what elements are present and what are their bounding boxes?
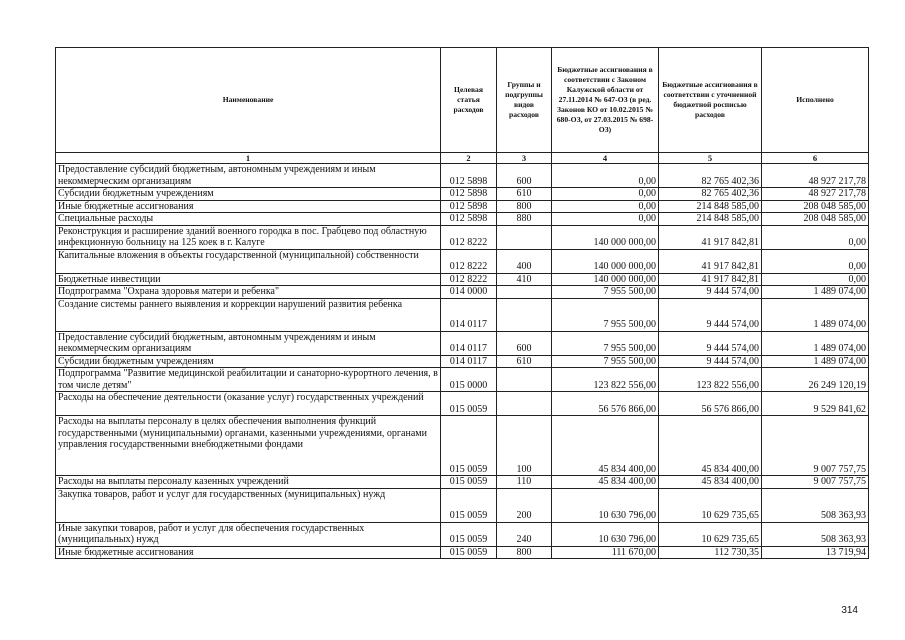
row-done-amount: 208 048 585,00	[762, 200, 869, 213]
row-target: 015 0059	[441, 488, 497, 522]
row-done-amount: 208 048 585,00	[762, 213, 869, 226]
row-refined-amount: 9 444 574,00	[659, 286, 762, 299]
row-group: 400	[497, 249, 552, 273]
row-refined-amount: 56 576 866,00	[659, 392, 762, 416]
row-target: 014 0117	[441, 355, 497, 368]
row-done-amount: 0,00	[762, 273, 869, 286]
row-target: 015 0059	[441, 416, 497, 476]
row-law-amount: 10 630 796,00	[552, 488, 659, 522]
row-refined-amount: 123 822 556,00	[659, 368, 762, 392]
table-row	[56, 546, 869, 559]
row-target: 015 0059	[441, 476, 497, 489]
row-target: 012 5898	[441, 164, 497, 188]
row-law-amount: 0,00	[552, 200, 659, 213]
table-row	[56, 298, 869, 331]
page-number: 314	[841, 605, 858, 616]
column-number: 1	[56, 153, 441, 164]
header-target: Целевая статья расходов	[441, 48, 497, 153]
row-name: Иные бюджетные ассигнования	[56, 200, 441, 213]
table-row	[56, 392, 869, 416]
row-refined-amount: 41 917 842,81	[659, 249, 762, 273]
row-law-amount: 7 955 500,00	[552, 355, 659, 368]
table-row	[56, 286, 869, 299]
row-refined-amount: 9 444 574,00	[659, 298, 762, 331]
row-law-amount: 7 955 500,00	[552, 286, 659, 299]
column-number: 5	[659, 153, 762, 164]
row-refined-amount: 9 444 574,00	[659, 331, 762, 355]
header-law: Бюджетные ассигнования в соответствии с Законом Калужской области от 27.11.2014 № 647-ОЗ (в ред. Законов КО от 10.02.2015 № 680-ОЗ, от 27.03.2015 № 698-ОЗ)	[552, 48, 659, 153]
row-group	[497, 298, 552, 331]
row-name: Иные бюджетные ассигнования	[56, 546, 441, 559]
row-name: Субсидии бюджетным учреждениям	[56, 188, 441, 201]
row-name: Создание системы раннего выявления и коррекции нарушений развития ребенка	[56, 298, 441, 331]
row-refined-amount: 41 917 842,81	[659, 273, 762, 286]
row-target: 015 0059	[441, 546, 497, 559]
table-row	[56, 249, 869, 273]
header-refined: Бюджетные ассигнования в соответствии с уточненной бюджетной росписью расходов	[659, 48, 762, 153]
row-refined-amount: 214 848 585,00	[659, 213, 762, 226]
row-refined-amount: 9 444 574,00	[659, 355, 762, 368]
budget-table	[55, 47, 869, 559]
row-done-amount: 508 363,93	[762, 488, 869, 522]
row-group	[497, 225, 552, 249]
row-law-amount: 111 670,00	[552, 546, 659, 559]
row-name: Иные закупки товаров, работ и услуг для обеспечения государственных (муниципальных) нужд	[56, 522, 441, 546]
table-row	[56, 368, 869, 392]
row-group: 600	[497, 331, 552, 355]
row-refined-amount: 10 629 735,65	[659, 522, 762, 546]
row-group: 800	[497, 546, 552, 559]
row-group: 610	[497, 355, 552, 368]
row-law-amount: 0,00	[552, 213, 659, 226]
row-refined-amount: 10 629 735,65	[659, 488, 762, 522]
row-name: Специальные расходы	[56, 213, 441, 226]
row-done-amount: 9 007 757,75	[762, 416, 869, 476]
row-target: 012 5898	[441, 200, 497, 213]
row-law-amount: 56 576 866,00	[552, 392, 659, 416]
row-law-amount: 10 630 796,00	[552, 522, 659, 546]
row-group: 800	[497, 200, 552, 213]
row-law-amount: 7 955 500,00	[552, 298, 659, 331]
row-law-amount: 140 000 000,00	[552, 225, 659, 249]
row-group: 110	[497, 476, 552, 489]
row-done-amount: 48 927 217,78	[762, 188, 869, 201]
row-group: 410	[497, 273, 552, 286]
row-target: 012 5898	[441, 188, 497, 201]
table-row	[56, 213, 869, 226]
row-done-amount: 1 489 074,00	[762, 331, 869, 355]
row-target: 014 0000	[441, 286, 497, 299]
row-target: 014 0117	[441, 298, 497, 331]
column-number: 3	[497, 153, 552, 164]
row-done-amount: 1 489 074,00	[762, 286, 869, 299]
table-row	[56, 164, 869, 188]
row-name: Реконструкция и расширение зданий военного городка в пос. Грабцево под областную инфекционную больницу на 125 коек в г. Калуге	[56, 225, 441, 249]
table-row	[56, 188, 869, 201]
table-row	[56, 488, 869, 522]
table-header-row	[56, 48, 869, 153]
row-law-amount: 140 000 000,00	[552, 273, 659, 286]
row-name: Подпрограмма "Развитие медицинской реабилитации и санаторно-курортного лечения, в том числе детям"	[56, 368, 441, 392]
table-row	[56, 476, 869, 489]
row-target: 012 8222	[441, 249, 497, 273]
row-group: 100	[497, 416, 552, 476]
row-name: Расходы на выплаты персоналу в целях обеспечения выполнения функций государственными (муниципальными) органами, казенными учреждениями, органами управления государственными внебюджетными фондами	[56, 416, 441, 476]
table-body	[56, 164, 869, 559]
row-group	[497, 286, 552, 299]
row-name: Расходы на обеспечение деятельности (оказание услуг) государственных учреждений	[56, 392, 441, 416]
table-row	[56, 416, 869, 476]
row-done-amount: 1 489 074,00	[762, 355, 869, 368]
row-refined-amount: 82 765 402,36	[659, 188, 762, 201]
row-name: Капитальные вложения в объекты государственной (муниципальной) собственности	[56, 249, 441, 273]
row-done-amount: 0,00	[762, 225, 869, 249]
column-number-row	[56, 153, 869, 164]
column-number: 6	[762, 153, 869, 164]
table-row	[56, 273, 869, 286]
row-done-amount: 13 719,94	[762, 546, 869, 559]
row-target: 012 5898	[441, 213, 497, 226]
row-refined-amount: 41 917 842,81	[659, 225, 762, 249]
row-done-amount: 48 927 217,78	[762, 164, 869, 188]
row-target: 015 0059	[441, 522, 497, 546]
row-done-amount: 9 529 841,62	[762, 392, 869, 416]
row-group: 610	[497, 188, 552, 201]
row-done-amount: 0,00	[762, 249, 869, 273]
row-target: 015 0059	[441, 392, 497, 416]
row-refined-amount: 82 765 402,36	[659, 164, 762, 188]
row-name: Расходы на выплаты персоналу казенных учреждений	[56, 476, 441, 489]
table-row	[56, 355, 869, 368]
column-number: 4	[552, 153, 659, 164]
table-row	[56, 331, 869, 355]
row-name: Подпрограмма "Охрана здоровья матери и ребенка"	[56, 286, 441, 299]
row-target: 015 0000	[441, 368, 497, 392]
row-target: 012 8222	[441, 273, 497, 286]
header-done: Исполнено	[762, 48, 869, 153]
table-row	[56, 522, 869, 546]
table-row	[56, 200, 869, 213]
row-name: Закупка товаров, работ и услуг для государственных (муниципальных) нужд	[56, 488, 441, 522]
row-refined-amount: 45 834 400,00	[659, 416, 762, 476]
row-law-amount: 140 000 000,00	[552, 249, 659, 273]
header-name: Наименование	[56, 48, 441, 153]
row-law-amount: 45 834 400,00	[552, 416, 659, 476]
row-name: Бюджетные инвестиции	[56, 273, 441, 286]
row-done-amount: 508 363,93	[762, 522, 869, 546]
row-law-amount: 0,00	[552, 164, 659, 188]
row-group: 600	[497, 164, 552, 188]
row-name: Субсидии бюджетным учреждениям	[56, 355, 441, 368]
row-name: Предоставление субсидий бюджетным, автономным учреждениям и иным некоммерческим организациям	[56, 164, 441, 188]
row-refined-amount: 214 848 585,00	[659, 200, 762, 213]
row-refined-amount: 112 730,35	[659, 546, 762, 559]
row-law-amount: 7 955 500,00	[552, 331, 659, 355]
header-group: Группы и подгруппы видов расходов	[497, 48, 552, 153]
row-done-amount: 9 007 757,75	[762, 476, 869, 489]
table-row	[56, 225, 869, 249]
row-group: 240	[497, 522, 552, 546]
row-law-amount: 123 822 556,00	[552, 368, 659, 392]
row-target: 014 0117	[441, 331, 497, 355]
row-group: 200	[497, 488, 552, 522]
column-number: 2	[441, 153, 497, 164]
row-done-amount: 26 249 120,19	[762, 368, 869, 392]
row-refined-amount: 45 834 400,00	[659, 476, 762, 489]
row-group	[497, 368, 552, 392]
row-law-amount: 0,00	[552, 188, 659, 201]
row-done-amount: 1 489 074,00	[762, 298, 869, 331]
row-group: 880	[497, 213, 552, 226]
row-target: 012 8222	[441, 225, 497, 249]
row-name: Предоставление субсидий бюджетным, автономным учреждениям и иным некоммерческим организациям	[56, 331, 441, 355]
row-group	[497, 392, 552, 416]
row-law-amount: 45 834 400,00	[552, 476, 659, 489]
